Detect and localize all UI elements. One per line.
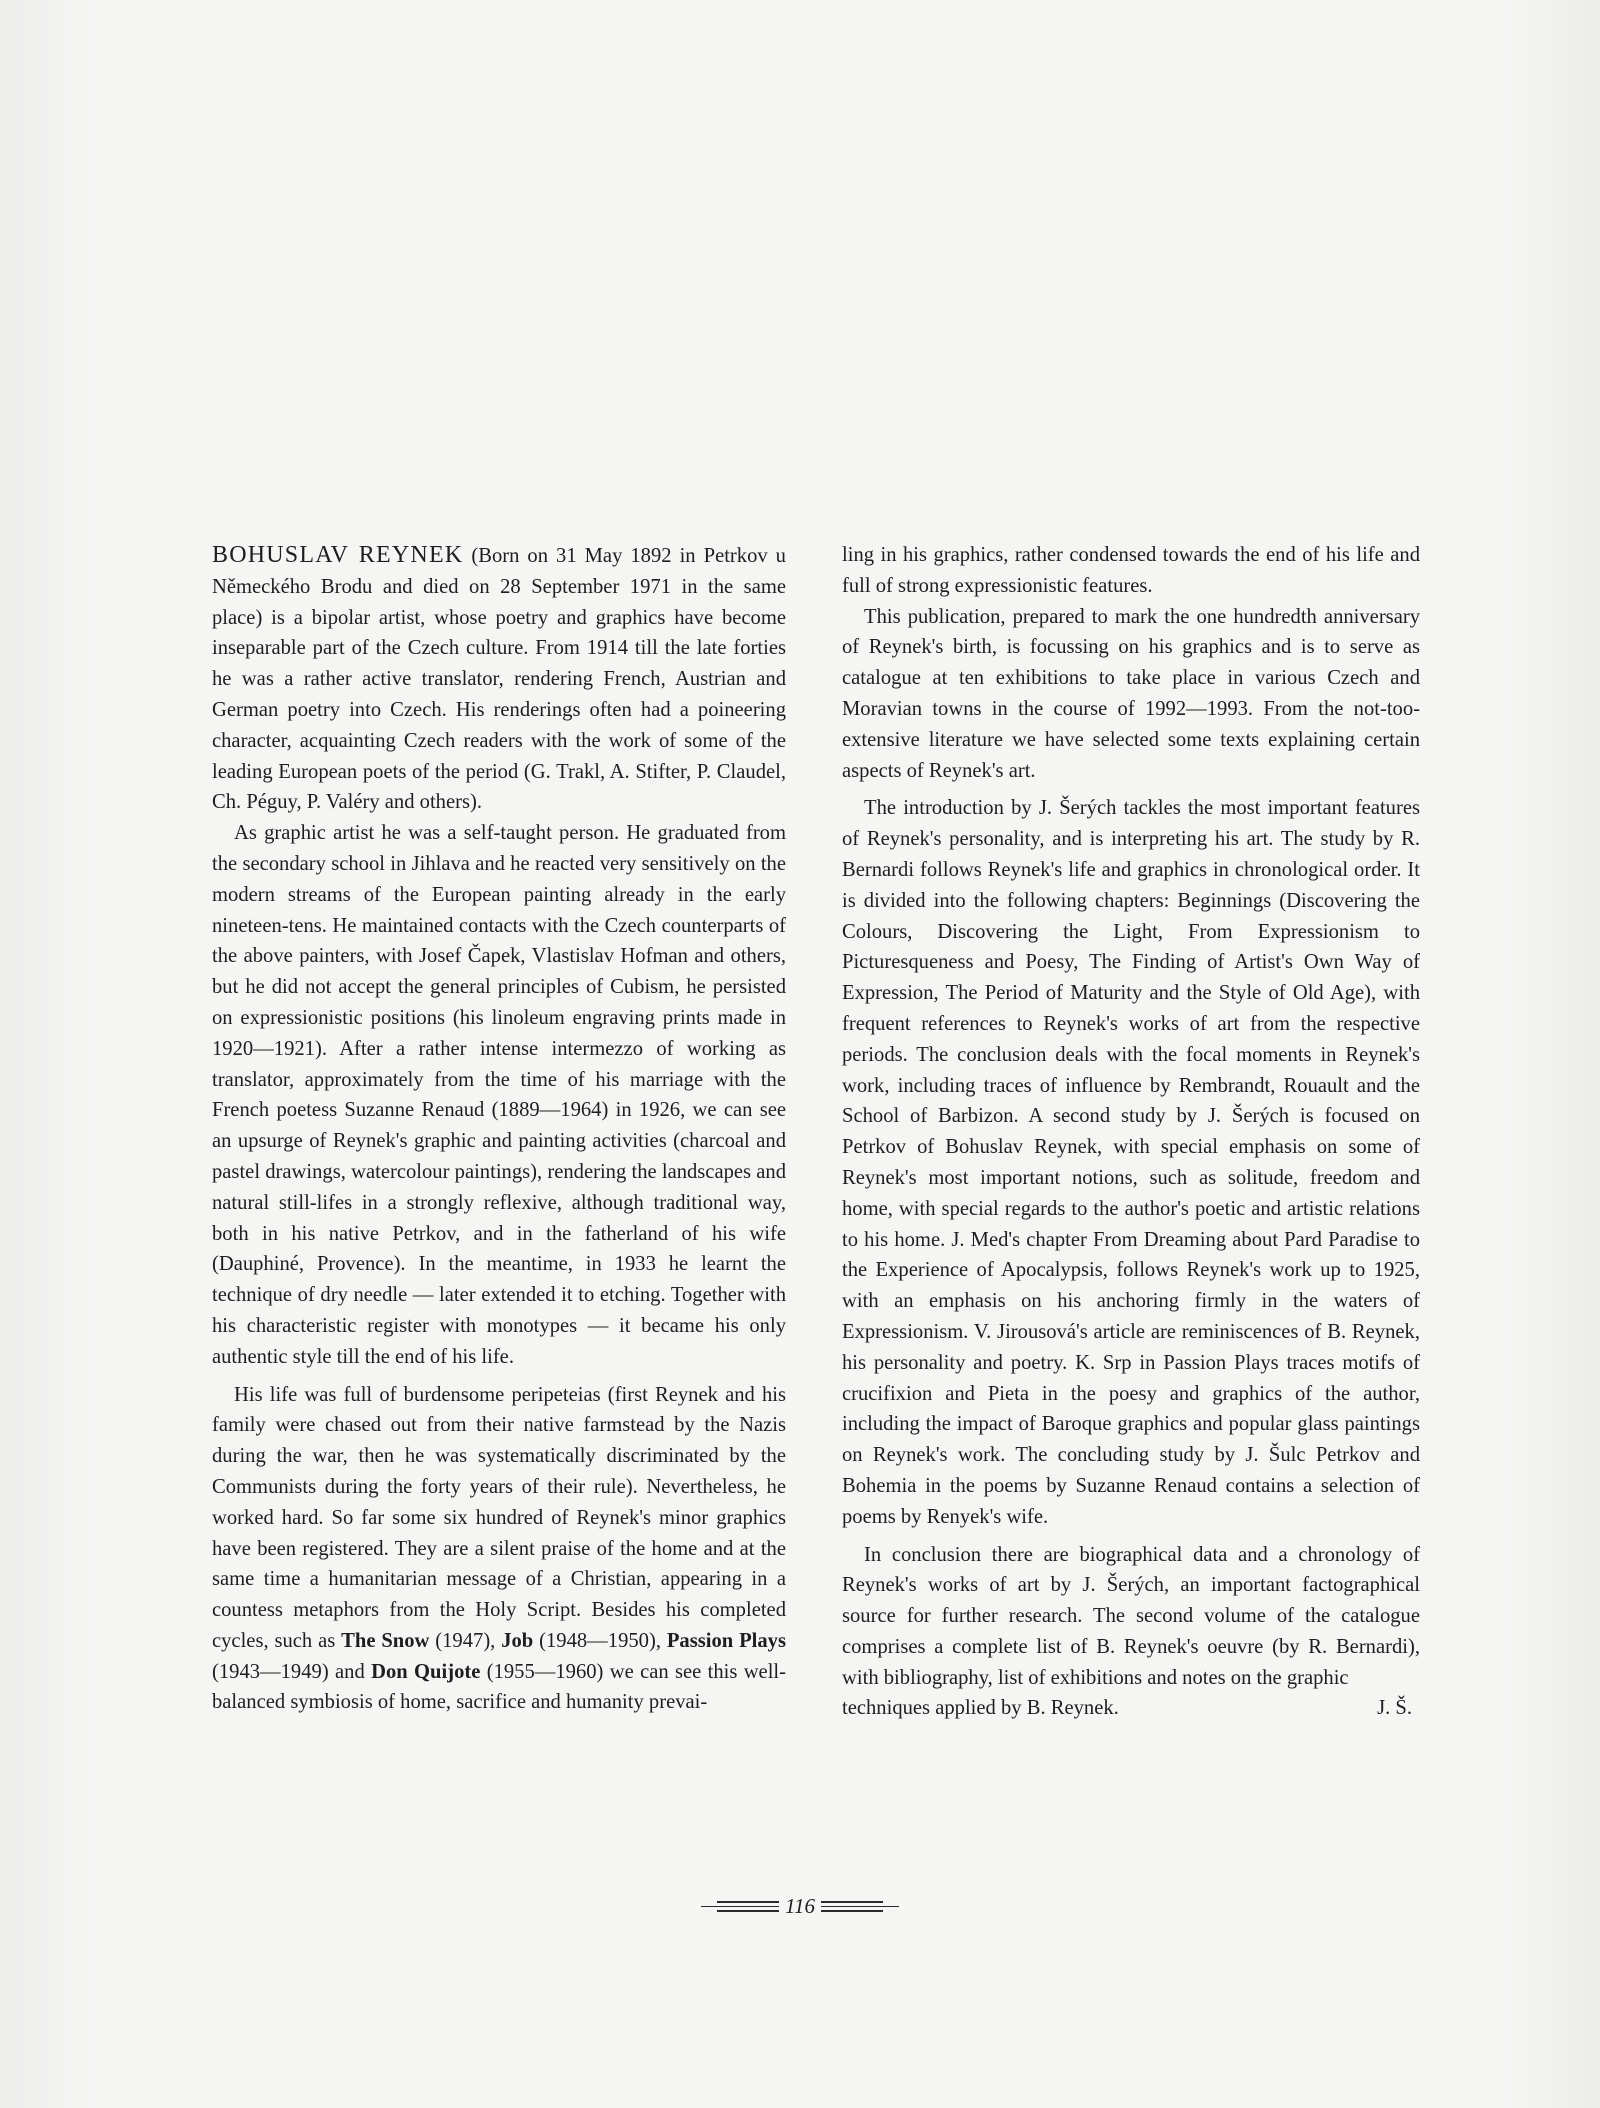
life-text-1: His life was full of burdensome peripeteias (first Reynek and his family were chased out from their native farmstead by the Nazis during the war, then he was systematically discriminated by the Communists during the forty years of their rule). Nevertheless, he worked hard. So far some six hundred of Reynek's minor graphics have been registered. They are a silent praise of the home and at the same time a humanitarian message of a Christian, appearing in a countess metaphors from the Holy Script. Besides his completed cycles, such as bbox=[212, 1383, 786, 1652]
intro-text: (Born on 31 May 1892 in Petrkov u Německého Brodu and died on 28 September 1971 in the same place) is a bipolar artist, whose poetry and graphics have become inseparable part of the Czech culture. From 1914 till the late forties he was a rather active translator, rendering French, Austrian and German poetry into Czech. His renderings often had a poineering character, acquainting Czech readers with the work of some of the leading European poets of the period (G. Trakl, A. Stifter, P. Claudel, Ch. Péguy, P. Valéry and others). bbox=[212, 545, 786, 814]
life-text-4: (1943—1949) and bbox=[212, 1660, 372, 1683]
life-text-5: (1955—1960) we can see this well-balanced symbiosis of home, sacrifice and humanity prevai- bbox=[212, 1660, 787, 1714]
folio-rule-left bbox=[701, 1901, 779, 1912]
left-column bbox=[212, 540, 786, 1718]
page-number: 116 bbox=[785, 1894, 815, 1918]
cycle-title-don-quijote: Don Quijote bbox=[371, 1660, 481, 1683]
life-text-2: (1947), bbox=[429, 1629, 502, 1652]
paragraph-intro bbox=[212, 540, 786, 818]
closing-line bbox=[842, 1693, 1420, 1724]
page-footer bbox=[0, 1894, 1600, 1919]
folio-rule-right bbox=[821, 1901, 899, 1912]
cycle-title-passion-plays: Passion Plays bbox=[666, 1629, 786, 1652]
author-signature: J. Š. bbox=[1377, 1697, 1412, 1720]
paragraph-continuation: ling in his graphics, rather condensed towards the end of his life and full of strong expressionistic features. bbox=[842, 544, 1420, 597]
lead-name: BOHUSLAV REYNEK bbox=[212, 542, 464, 568]
cycle-title-the-snow: The Snow bbox=[341, 1629, 430, 1652]
cycle-title-job: Job bbox=[501, 1629, 534, 1652]
paragraph-conclusion bbox=[842, 1540, 1420, 1694]
paragraph-graphic-artist: As graphic artist he was a self-taught person. He graduated from the secondary school in Jihlava and he reacted very sensitively on the modern streams of the European painting already in the early nineteen-tens. He maintained contacts with the Czech counterparts of the above painters, with Josef Čapek, Vlastislav Hofman and others, but he did not accept the general principles of Cubism, he persisted on expressionistic positions (his linoleum engraving prints made in 1920—1921). After a rather intense intermezzo of working as translator, approximately from the time of his marriage with the French poetess Suzanne Renaud (1889—1964) in 1926, we can see an upsurge of Reynek's graphic and painting activities (charcoal and pastel drawings, watercolour paintings), rendering the landscapes and natural still-lifes in a strongly reflexive, although traditional way, both in his native Petrkov, and in the fatherland of his wife (Dauphiné, Provence). In the meantime, in 1933 he learnt the technique of dry needle — later extended it to etching. Together with his characteristic register with monotypes — it became his only authentic style till the end of his life. bbox=[212, 822, 786, 1368]
paragraph-publication: This publication, prepared to mark the one hundredth anniversary of Reynek's birth, is focussing on his graphics and is to serve as catalogue at ten exhibitions to take place in various Czech and Moravian towns in the course of 1992—1993. From the not-too-extensive literature we have selected some texts explaining certain aspects of Reynek's art. bbox=[842, 605, 1420, 782]
right-column bbox=[842, 540, 1420, 1724]
paragraph-life bbox=[212, 1380, 786, 1719]
conclusion-text: In conclusion there are biographical data and a chronology of Reynek's works of art by J. Šerých, an important factographical source for further research. The second volume of the catalogue comprises a complete list of B. Reynek's oeuvre (by R. Bernardi), with bibliography, list of exhibitions and notes on the graphic bbox=[842, 1543, 1420, 1689]
life-text-3: (1948—1950), bbox=[533, 1629, 667, 1652]
paragraph-studies: The introduction by J. Šerých tackles the most important features of Reynek's personality, and is interpreting his art. The study by R. Bernardi follows Reynek's life and graphics in chronological order. It is divided into the following chapters: Beginnings (Discovering the Colours, Discovering the Light, From Expressionism to Picturesqueness and Poesy, The Finding of Artist's Own Way of Expression, The Period of Maturity and the Style of Old Age), with frequent references to Reynek's works of art from the respective periods. The conclusion deals with the focal moments in Reynek's work, including traces of influence by Rembrandt, Rouault and the School of Barbizon. A second study by J. Šerých is focused on Petrkov of Bohuslav Reynek, with special emphasis on some of Reynek's most important notions, such as solitude, freedom and home, with special regards to the author's poetic and artistic relations to his home. J. Med's chapter From Dreaming about Pard Paradise to the Experience of Apocalypsis, follows Reynek's work up to 1925, with an emphasis on his anchoring firmly in the waters of Expressionism. V. Jirousová's article are reminiscences of B. Reynek, his personality and poetry. K. Srp in Passion Plays traces motifs of crucifixion and Pieta in the poesy and graphics of the author, including the impact of Baroque graphics and popular glass paintings on Reynek's work. The concluding study by J. Šulc Petrkov and Bohemia in the poems by Suzanne Renaud contains a selection of poems by Renyek's wife. bbox=[842, 797, 1420, 1528]
conclusion-last-line: techniques applied by B. Reynek. bbox=[842, 1697, 1119, 1720]
